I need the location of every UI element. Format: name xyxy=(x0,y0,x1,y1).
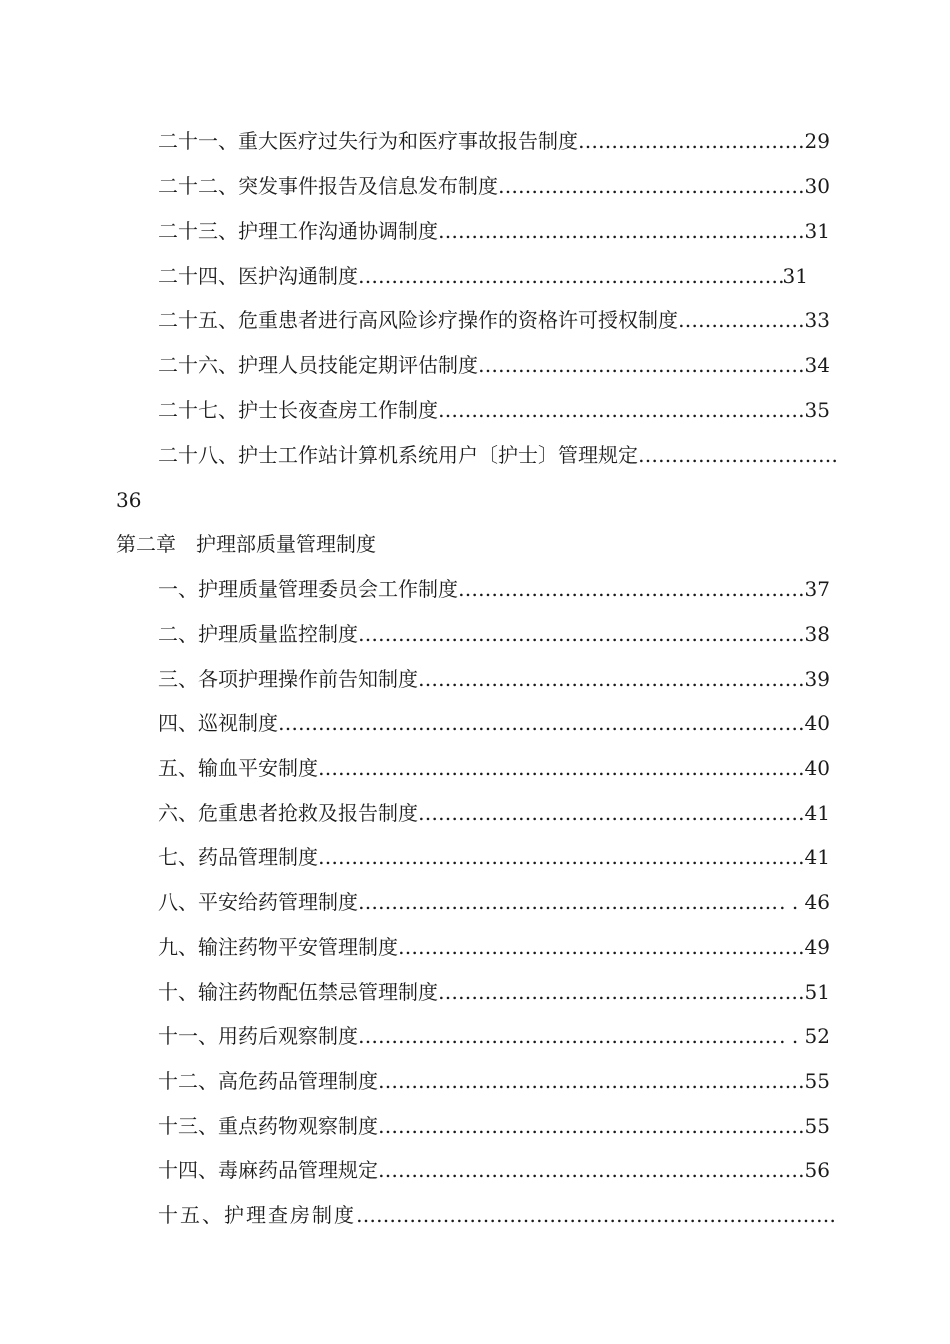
toc-entry-page: 41 xyxy=(804,845,830,869)
leader-dots xyxy=(358,888,779,916)
toc-entry-title: 二十四、医护沟通制度 xyxy=(158,264,358,288)
toc-entry[interactable] xyxy=(158,978,830,1006)
toc-entry-title: 二、护理质量监控制度 xyxy=(158,622,358,646)
leader-dots xyxy=(678,306,805,334)
toc-entry-page: 49 xyxy=(804,935,830,959)
toc-entry-page: 55 xyxy=(804,1114,830,1138)
toc-entry-page: . . 46 xyxy=(779,890,830,914)
toc-entry-page: 41 xyxy=(804,801,830,825)
toc-entry[interactable] xyxy=(158,933,830,961)
leader-dots xyxy=(498,172,805,200)
leader-dots xyxy=(378,1067,805,1095)
toc-entry[interactable] xyxy=(158,620,830,648)
leader-dots xyxy=(356,1201,834,1229)
chapter-heading[interactable]: 第二章 护理部质量管理制度 xyxy=(116,532,376,556)
leader-dots xyxy=(318,754,805,782)
toc-entry[interactable] xyxy=(158,843,830,871)
toc-entry-page: 37 xyxy=(804,577,830,601)
leader-dots xyxy=(358,262,783,290)
leader-dots xyxy=(378,1112,805,1140)
toc-entry-title: 一、护理质量管理委员会工作制度 xyxy=(158,577,458,601)
toc-entry[interactable] xyxy=(158,1201,834,1229)
toc-entry[interactable] xyxy=(158,127,830,155)
leader-dots xyxy=(358,620,805,648)
leader-dots xyxy=(278,709,805,737)
toc-entry-title: 九、输注药物平安管理制度 xyxy=(158,935,398,959)
toc-entry[interactable] xyxy=(158,709,830,737)
toc-entry-page: 31 xyxy=(804,219,830,243)
leader-dots xyxy=(578,127,805,155)
toc-entry[interactable] xyxy=(158,1022,830,1050)
toc-entry-page: 31 xyxy=(782,264,808,288)
toc-entry[interactable] xyxy=(158,1067,830,1095)
toc-entry-page: 34 xyxy=(804,353,830,377)
toc-entry-page: 36 xyxy=(116,488,142,512)
toc-entry-page: 55 xyxy=(804,1069,830,1093)
leader-dots xyxy=(398,933,805,961)
toc-entry[interactable] xyxy=(158,262,808,290)
toc-entry[interactable] xyxy=(158,441,836,469)
toc-entry-title: 二十五、危重患者进行高风险诊疗操作的资格许可授权制度 xyxy=(158,308,678,332)
toc-entry[interactable] xyxy=(158,172,830,200)
toc-entry-title: 二十一、重大医疗过失行为和医疗事故报告制度 xyxy=(158,129,578,153)
toc-entry-page: 39 xyxy=(804,667,830,691)
toc-entry-title: 四、巡视制度 xyxy=(158,711,278,735)
leader-dots xyxy=(358,1022,779,1050)
toc-entry-page: . . 52 xyxy=(779,1024,830,1048)
toc-entry[interactable] xyxy=(158,396,830,424)
toc-entry-page: 51 xyxy=(804,980,830,1004)
toc-entry-title: 五、输血平安制度 xyxy=(158,756,318,780)
leader-dots xyxy=(478,351,805,379)
toc-entry-page: 56 xyxy=(804,1158,830,1182)
toc-entry-title: 十一、用药后观察制度 xyxy=(158,1024,358,1048)
toc-entry-title: 二十三、护理工作沟通协调制度 xyxy=(158,219,438,243)
leader-dots xyxy=(638,441,836,469)
toc-entry-title: 十四、毒麻药品管理规定 xyxy=(158,1158,378,1182)
leader-dots xyxy=(418,799,805,827)
toc-entry[interactable] xyxy=(158,217,830,245)
toc-entry-title: 二十八、护士工作站计算机系统用户〔护士〕管理规定 xyxy=(158,443,638,467)
toc-entry[interactable] xyxy=(158,888,830,916)
toc-entry-title: 十二、高危药品管理制度 xyxy=(158,1069,378,1093)
toc-entry-title: 七、药品管理制度 xyxy=(158,845,318,869)
toc-entry-page: 33 xyxy=(804,308,830,332)
toc-entry-title: 六、危重患者抢救及报告制度 xyxy=(158,801,418,825)
toc-entry-page: 40 xyxy=(804,756,830,780)
toc-entry-title: 八、平安给药管理制度 xyxy=(158,890,358,914)
leader-dots xyxy=(418,665,805,693)
leader-dots xyxy=(318,843,805,871)
toc-entry[interactable] xyxy=(158,575,830,603)
toc-entry-title: 三、各项护理操作前告知制度 xyxy=(158,667,418,691)
toc-entry-page: 35 xyxy=(804,398,830,422)
leader-dots xyxy=(438,978,805,1006)
toc-entry[interactable] xyxy=(158,1156,830,1184)
toc-entry-title: 十五、护理查房制度 xyxy=(158,1203,356,1227)
toc-entry-page: 40 xyxy=(804,711,830,735)
toc-entry-title: 二十六、护理人员技能定期评估制度 xyxy=(158,353,478,377)
toc-entry[interactable] xyxy=(158,1112,830,1140)
leader-dots xyxy=(438,396,805,424)
toc-entry-title: 十三、重点药物观察制度 xyxy=(158,1114,378,1138)
toc-entry-page: 30 xyxy=(804,174,830,198)
toc-entry[interactable] xyxy=(158,306,830,334)
toc-entry[interactable] xyxy=(158,754,830,782)
toc-entry[interactable] xyxy=(158,799,830,827)
leader-dots xyxy=(458,575,805,603)
toc-entry[interactable] xyxy=(158,351,830,379)
toc-entry[interactable] xyxy=(158,665,830,693)
toc-entry-title: 二十七、护士长夜查房工作制度 xyxy=(158,398,438,422)
leader-dots xyxy=(438,217,805,245)
toc-entry-title: 十、输注药物配伍禁忌管理制度 xyxy=(158,980,438,1004)
toc-entry-page: 38 xyxy=(804,622,830,646)
leader-dots xyxy=(378,1156,805,1184)
toc-entry-page: 29 xyxy=(804,129,830,153)
toc-entry-title: 二十二、突发事件报告及信息发布制度 xyxy=(158,174,498,198)
